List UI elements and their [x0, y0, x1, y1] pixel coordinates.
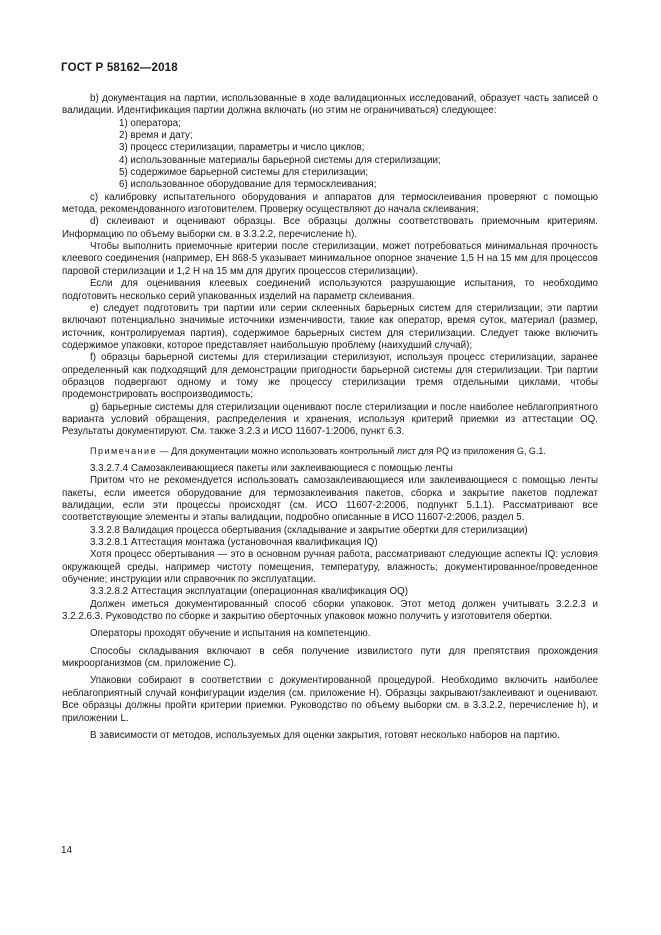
paragraph-iq: Хотя процесс обертывания — это в основном ручная работа, рассматривают следующие аспекты IQ: условия окружающей среды, например чистоту помещения, температуру, влажность; документированное/проведенное обучение; инструкции или справочник по эксплуатации. [62, 549, 598, 586]
paragraph-f: f) образцы барьерной системы для стерилизации стерилизуют, используя процесс стерилизации, заранее определенный как подходящий для демонстрации пригодности барьерной системы для стерилизации. Три партии образцов подвергают одному и тому же процессу стерилизации тремя отдельными циклами, чтобы продемонстрировать воспроизводимость; [62, 352, 598, 401]
paragraph-operators: Операторы проходят обучение и испытания на компетенцию. [90, 628, 371, 640]
note-label: Примечание [90, 445, 158, 456]
paragraph-d: d) склеивают и оценивают образцы. Все образцы должны соответствовать приемочным критериям. Информацию по объему выборки см. в 3.3.2.2, перечисление h). [62, 216, 598, 240]
list-item: 2) время и дату; [119, 130, 193, 142]
paragraph-g: g) барьерные системы для стерилизации оценивают после стерилизации и после наиболее неблагоприятного варианта условий обращения, распределения и хранения, используя критерий приемки из аттестации OQ. Результаты документируют. См. также 3.2.3 и ИСО 11607-1:2006, пункт 6.3. [62, 401, 598, 438]
paragraph-b: b) документация на партии, использованные в ходе валидационных исследований, образует часть записей о валидации. Идентификация партии должна включать (но этим не ограничиваться) следующее: [62, 93, 598, 117]
heading-3328-2: 3.3.2.8.2 Аттестация эксплуатации (операционная квалификация OQ) [90, 586, 409, 598]
note-text: — Для документации можно использовать контрольный лист для PQ из приложения G, G.1. [157, 445, 546, 456]
heading-3328-1: 3.3.2.8.1 Аттестация монтажа (установочная квалификация IQ) [90, 537, 378, 549]
paragraph-oq: Должен иметься документированный способ сборки упаковок. Этот метод должен учитывать 3.2.2.3 и 3.2.2.6.3. Руководство по сборке и закрытию оберточных упаковок можно получить у изготовителя обертки. [62, 598, 598, 623]
page-number: 14 [61, 845, 73, 856]
heading-3328: 3.3.2.8 Валидация процесса обертывания (складывание и закрытие обертки для стерилизации) [90, 524, 528, 536]
paragraph-self-seal: Притом что не рекомендуется использовать самозаклеивающиеся или заклеивающиеся с помощью ленты пакеты, если имеется оборудование для термозаклеивания пакетов, сборка и закрытие пакетов подлежат валидации, если эти процессы происходят (см. ИСО 11607-2:2006, подпункт 5.1.1). Рассматривают все соответствующие элементы и этапы валидации, подробно описанные в ИСО 11607-2:2006, раздел 5. [62, 475, 598, 524]
paragraph-destructive: Если для оценивания клеевых соединений используются разрушающие испытания, то необходимо подготовить несколько серий упакованных изделий на параметр склеивания. [62, 278, 598, 302]
note [62, 445, 598, 457]
list-item: 1) оператора; [119, 117, 181, 129]
paragraph-e: e) следует подготовить три партии или серии склеенных барьерных систем для стерилизации; эти партии включают потенциально значимые источники изменчивости, такие как оператор, время суток, материал (размер, источник, контролируемая партия), содержимое барьерных систем для стерилизации. Следует также включить содержимое упаковки, которое представляет наибольшую проблему (наихудший случай); [62, 302, 598, 351]
standard-header: ГОСТ Р 58162—2018 [61, 62, 178, 74]
paragraph-folding: Способы складывания включают в себя получение извилистого пути для препятствия прохождения микроорганизмов (см. приложение C). [62, 645, 598, 670]
paragraph-acceptance: Чтобы выполнить приемочные критерии после стерилизации, может потребоваться минимальная прочность клеевого соединения (например, ЕН 868-5 указывает минимальное опорное значение 1,5 Н на 15 мм для процессов паровой стерилизации и 1,2 Н на 15 мм для других процессов стерилизации). [62, 241, 598, 277]
list-item: 6) использованное оборудование для термосклеивания; [119, 179, 377, 191]
document-body [62, 93, 598, 742]
list-item: 4) использованные материалы барьерной системы для стерилизации; [119, 154, 441, 166]
paragraph-sets: В зависимости от методов, используемых для оценки закрытия, готовят несколько наборов на партию. [90, 729, 560, 741]
list-item: 5) содержимое барьерной системы для стерилизации; [119, 167, 369, 179]
paragraph-c: c) калибровку испытательного оборудования и аппаратов для термосклеивания проверяют с помощью метода, рекомендованного изготовителем. Проверку осуществляют до начала склеивания; [62, 191, 598, 216]
heading-3327-4: 3.3.2.7.4 Самозаклеивающиеся пакеты или заклеивающиеся с помощью ленты [90, 462, 453, 474]
list-item: 3) процесс стерилизации, параметры и число циклов; [119, 142, 365, 154]
paragraph-packages: Упаковки собирают в соответствии с документированной процедурой. Необходимо включить наиболее неблагоприятный случай конфигурации изделия (см. приложение H). Образцы закрывают/заклеивают и оценивают. Все образцы должны пройти критерии приемки. Руководство по объему выборки см. в 3.3.2.2, перечисление h), и приложении L. [62, 675, 598, 724]
